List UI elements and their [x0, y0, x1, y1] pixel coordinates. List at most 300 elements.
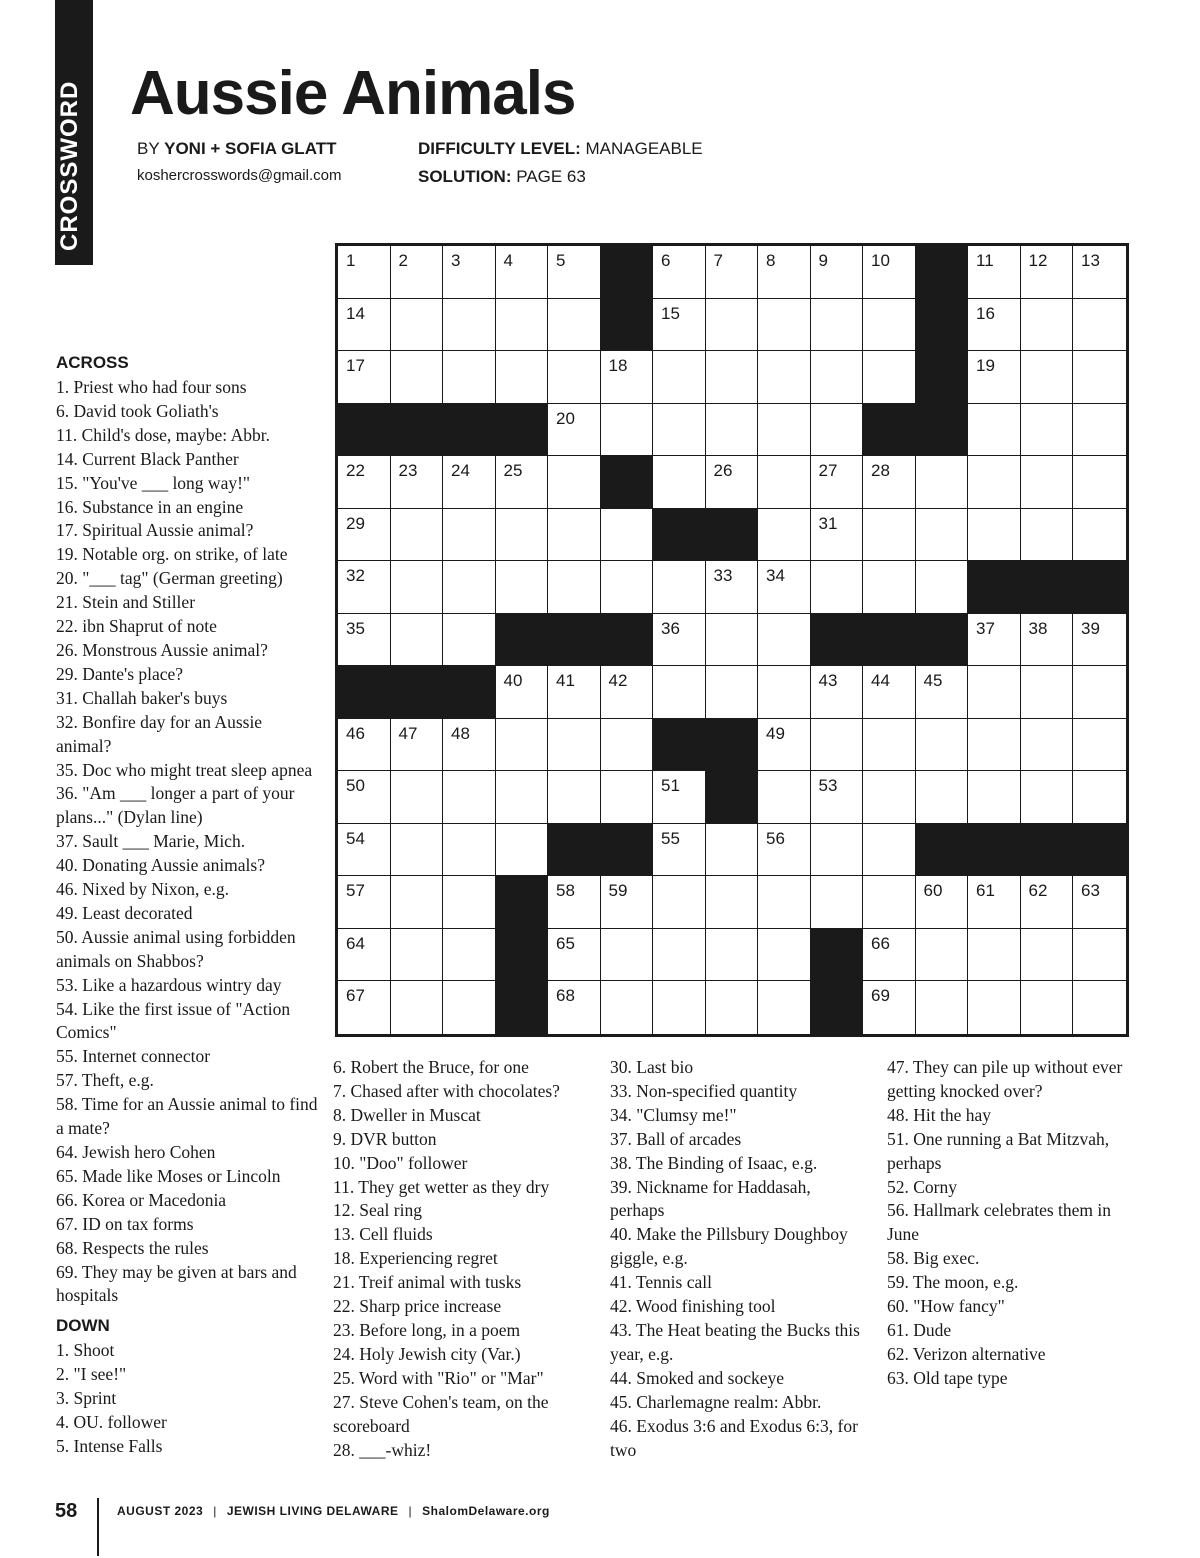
grid-cell[interactable] — [916, 771, 969, 824]
clue-number: 53 — [818, 776, 838, 795]
clue-number: 42 — [608, 671, 628, 690]
grid-cell[interactable] — [968, 246, 1021, 299]
grid-cell[interactable] — [338, 614, 391, 667]
clue-number: 10 — [871, 251, 890, 270]
down-clue: 13. Cell fluids — [333, 1224, 433, 1245]
clue-number: 11 — [976, 251, 994, 270]
grid-cell[interactable] — [496, 824, 549, 877]
grid-cell[interactable] — [758, 404, 811, 457]
grid-cell[interactable] — [863, 771, 916, 824]
grid-cell[interactable] — [1021, 404, 1074, 457]
grid-cell[interactable] — [1073, 876, 1126, 929]
grid-cell[interactable] — [758, 246, 811, 299]
grid-cell[interactable] — [653, 351, 706, 404]
grid-cell[interactable] — [496, 509, 549, 562]
grid-cell[interactable] — [601, 981, 654, 1034]
grid-cell[interactable] — [968, 299, 1021, 352]
clue-number: 68 — [556, 986, 575, 1005]
down-clue: 59. The moon, e.g. — [887, 1272, 1019, 1293]
clue-number: 51 — [661, 776, 680, 795]
grid-cell[interactable] — [1021, 876, 1074, 929]
grid-cell[interactable] — [811, 456, 864, 509]
black-square — [863, 404, 916, 457]
grid-cell[interactable] — [496, 246, 549, 299]
down-clue: 52. Corny — [887, 1176, 957, 1197]
grid-cell[interactable] — [968, 456, 1021, 509]
grid-cell[interactable] — [811, 246, 864, 299]
grid-cell[interactable] — [548, 456, 601, 509]
black-square — [338, 404, 391, 457]
down-clue: 24. Holy Jewish city (Var.) — [333, 1343, 521, 1364]
black-square — [496, 404, 549, 457]
black-square — [706, 719, 759, 772]
grid-cell[interactable] — [863, 666, 916, 719]
grid-cell[interactable] — [1073, 771, 1126, 824]
clue-number: 25 — [503, 461, 523, 480]
clue-number: 69 — [871, 986, 890, 1005]
black-square — [916, 404, 969, 457]
down-clue: 37. Ball of arcades — [610, 1128, 742, 1149]
grid-cell[interactable] — [811, 824, 864, 877]
clue-number: 32 — [346, 566, 365, 585]
grid-cell[interactable] — [1021, 719, 1074, 772]
grid-cell[interactable] — [706, 876, 759, 929]
clue-number: 58 — [556, 881, 575, 900]
grid-cell[interactable] — [968, 719, 1021, 772]
down-clue: 23. Before long, in a poem — [333, 1319, 521, 1340]
grid-cell[interactable] — [1073, 929, 1126, 982]
footer-divider — [97, 1498, 99, 1556]
grid-cell[interactable] — [601, 561, 654, 614]
across-clue: 65. Made like Moses or Lincoln — [56, 1165, 281, 1186]
grid-cell[interactable] — [758, 876, 811, 929]
black-square — [916, 824, 969, 877]
down-clue: 45. Charlemagne realm: Abbr. — [610, 1391, 822, 1412]
grid-cell[interactable] — [338, 719, 391, 772]
grid-cell[interactable] — [548, 561, 601, 614]
grid-cell[interactable] — [758, 771, 811, 824]
grid-cell[interactable] — [443, 614, 496, 667]
grid-cell[interactable] — [653, 771, 706, 824]
grid-cell[interactable] — [863, 456, 916, 509]
clue-number: 43 — [818, 671, 838, 690]
down-clue: 48. Hit the hay — [887, 1104, 992, 1125]
down-clue: 46. Exodus 3:6 and Exodus 6:3, for two — [610, 1415, 858, 1460]
grid-cell[interactable] — [706, 299, 759, 352]
grid-cell[interactable] — [811, 876, 864, 929]
grid-cell[interactable] — [391, 509, 444, 562]
grid-cell[interactable] — [706, 404, 759, 457]
down-list-col3 — [610, 1056, 868, 1462]
down-clue: 39. Nickname for Haddasah, perhaps — [610, 1176, 811, 1221]
down-clue: 5. Intense Falls — [56, 1435, 163, 1456]
grid-cell[interactable] — [706, 614, 759, 667]
clue-number: 35 — [346, 618, 365, 638]
down-clue: 28. ___-whiz! — [333, 1439, 432, 1460]
clue-number: 29 — [346, 513, 365, 533]
grid-cell[interactable] — [653, 246, 706, 299]
grid-cell[interactable] — [968, 351, 1021, 404]
grid-cell[interactable] — [338, 509, 391, 562]
clue-number: 19 — [976, 356, 995, 375]
clue-number: 26 — [713, 461, 733, 480]
byline-authors: YONI + SOFIA GLATT — [164, 139, 337, 158]
grid-cell[interactable] — [548, 929, 601, 982]
grid-cell[interactable] — [601, 719, 654, 772]
grid-cell[interactable] — [758, 614, 811, 667]
grid-cell[interactable] — [758, 351, 811, 404]
grid-cell[interactable] — [653, 614, 706, 667]
grid-cell[interactable] — [653, 561, 706, 614]
grid-cell[interactable] — [706, 824, 759, 877]
grid-cell[interactable] — [758, 561, 811, 614]
black-square — [338, 666, 391, 719]
grid-cell[interactable] — [653, 456, 706, 509]
grid-cell[interactable] — [601, 771, 654, 824]
grid-cell[interactable] — [916, 719, 969, 772]
black-square — [968, 824, 1021, 877]
grid-cell[interactable] — [601, 509, 654, 562]
grid-cell[interactable] — [758, 929, 811, 982]
grid-cell[interactable] — [863, 876, 916, 929]
grid-cell[interactable] — [496, 771, 549, 824]
grid-cell[interactable] — [758, 719, 811, 772]
grid-cell[interactable] — [1021, 981, 1074, 1034]
black-square — [706, 509, 759, 562]
grid-cell[interactable] — [968, 929, 1021, 982]
grid-cell[interactable] — [811, 666, 864, 719]
grid-cell[interactable] — [916, 561, 969, 614]
grid-cell[interactable] — [548, 666, 601, 719]
grid-cell[interactable] — [758, 299, 811, 352]
grid-cell[interactable] — [548, 509, 601, 562]
grid-cell[interactable] — [758, 666, 811, 719]
grid-cell[interactable] — [338, 824, 391, 877]
clue-number: 33 — [713, 566, 733, 585]
black-square — [443, 404, 496, 457]
down-list-col1 — [56, 1339, 318, 1459]
black-square — [811, 929, 864, 982]
grid-cell[interactable] — [496, 351, 549, 404]
page-title: Aussie Animals — [130, 59, 576, 128]
clue-number: 57 — [346, 881, 365, 900]
grid-cell[interactable] — [863, 561, 916, 614]
down-list-col4 — [887, 1056, 1145, 1391]
grid-cell[interactable] — [1021, 246, 1074, 299]
grid-cell[interactable] — [548, 981, 601, 1034]
grid-cell[interactable] — [863, 981, 916, 1034]
grid-cell[interactable] — [1021, 929, 1074, 982]
down-clue: 2. "I see!" — [56, 1363, 127, 1384]
down-clue: 60. "How fancy" — [887, 1296, 1005, 1317]
black-square — [496, 929, 549, 982]
across-clue: 11. Child's dose, maybe: Abbr. — [56, 424, 270, 445]
grid-cell[interactable] — [811, 771, 864, 824]
clue-number: 40 — [503, 671, 523, 690]
across-clue: 40. Donating Aussie animals? — [56, 855, 266, 876]
clue-number: 13 — [1081, 251, 1100, 270]
across-clue: 17. Spiritual Aussie animal? — [56, 520, 254, 541]
down-clue: 43. The Heat beating the Bucks this year, e.g. — [610, 1319, 860, 1364]
grid-cell[interactable] — [863, 299, 916, 352]
grid-cell[interactable] — [706, 929, 759, 982]
black-square — [1073, 561, 1126, 614]
clue-number: 31 — [818, 513, 838, 533]
grid-cell[interactable] — [811, 351, 864, 404]
black-square — [653, 719, 706, 772]
grid-cell[interactable] — [1073, 299, 1126, 352]
grid-cell[interactable] — [653, 929, 706, 982]
grid-cell[interactable] — [548, 771, 601, 824]
black-square — [863, 614, 916, 667]
grid-cell[interactable] — [916, 876, 969, 929]
grid-cell[interactable] — [706, 351, 759, 404]
grid-cell[interactable] — [1073, 404, 1126, 457]
grid-cell[interactable] — [443, 351, 496, 404]
grid-cell[interactable] — [916, 666, 969, 719]
page-number: 58 — [55, 1500, 78, 1522]
grid-cell[interactable] — [548, 876, 601, 929]
footer-website: ShalomDelaware.org — [422, 1504, 550, 1518]
grid-cell[interactable] — [1073, 246, 1126, 299]
grid-cell[interactable] — [443, 929, 496, 982]
grid-cell[interactable] — [916, 981, 969, 1034]
clue-number: 22 — [346, 461, 365, 480]
grid-cell[interactable] — [391, 719, 444, 772]
across-clue: 53. Like a hazardous wintry day — [56, 974, 282, 995]
black-square — [391, 666, 444, 719]
grid-cell[interactable] — [1021, 666, 1074, 719]
grid-cell[interactable] — [758, 981, 811, 1034]
grid-cell[interactable] — [443, 456, 496, 509]
black-square — [548, 614, 601, 667]
across-clue: 1. Priest who had four sons — [56, 377, 247, 397]
grid-cell[interactable] — [863, 824, 916, 877]
grid-cell[interactable] — [443, 876, 496, 929]
grid-cell[interactable] — [968, 614, 1021, 667]
grid-cell[interactable] — [548, 351, 601, 404]
down-clue: 63. Old tape type — [887, 1367, 1008, 1388]
grid-cell[interactable] — [916, 456, 969, 509]
grid-cell[interactable] — [968, 666, 1021, 719]
grid-cell[interactable] — [968, 771, 1021, 824]
grid-cell[interactable] — [601, 351, 654, 404]
grid-cell[interactable] — [338, 771, 391, 824]
grid-cell[interactable] — [1073, 614, 1126, 667]
grid-cell[interactable] — [496, 456, 549, 509]
grid-cell[interactable] — [863, 719, 916, 772]
grid-cell[interactable] — [863, 351, 916, 404]
grid-cell[interactable] — [811, 561, 864, 614]
across-clue: 37. Sault ___ Marie, Mich. — [56, 831, 246, 852]
grid-cell[interactable] — [496, 666, 549, 719]
grid-cell[interactable] — [338, 299, 391, 352]
down-clue: 40. Make the Pillsbury Doughboy giggle, e.g. — [610, 1224, 848, 1269]
grid-cell[interactable] — [391, 351, 444, 404]
grid-cell[interactable] — [391, 299, 444, 352]
black-square — [496, 981, 549, 1034]
grid-cell[interactable] — [391, 929, 444, 982]
clue-number: 59 — [608, 881, 628, 900]
grid-cell[interactable] — [338, 561, 391, 614]
grid-cell[interactable] — [548, 719, 601, 772]
grid-cell[interactable] — [443, 299, 496, 352]
grid-cell[interactable] — [1073, 666, 1126, 719]
grid-cell[interactable] — [758, 456, 811, 509]
clue-number: 46 — [346, 723, 365, 743]
grid-cell[interactable] — [443, 771, 496, 824]
grid-cell[interactable] — [1021, 456, 1074, 509]
grid-cell[interactable] — [496, 299, 549, 352]
grid-cell[interactable] — [391, 614, 444, 667]
grid-cell[interactable] — [653, 981, 706, 1034]
grid-cell[interactable] — [1021, 351, 1074, 404]
grid-cell[interactable] — [706, 246, 759, 299]
grid-cell[interactable] — [758, 824, 811, 877]
across-clue: 66. Korea or Macedonia — [56, 1189, 227, 1210]
grid-cell[interactable] — [443, 509, 496, 562]
grid-cell[interactable] — [1073, 456, 1126, 509]
grid-cell[interactable] — [968, 981, 1021, 1034]
across-clue: 57. Theft, e.g. — [56, 1070, 154, 1091]
clue-number: 55 — [661, 828, 680, 848]
grid-cell[interactable] — [601, 929, 654, 982]
grid-cell[interactable] — [811, 299, 864, 352]
grid-cell[interactable] — [391, 456, 444, 509]
grid-cell[interactable] — [1073, 719, 1126, 772]
grid-cell[interactable] — [391, 824, 444, 877]
grid-cell[interactable] — [548, 246, 601, 299]
grid-cell[interactable] — [443, 981, 496, 1034]
across-clue: 35. Doc who might treat sleep apnea — [56, 759, 313, 780]
grid-cell[interactable] — [391, 771, 444, 824]
black-square — [916, 299, 969, 352]
grid-cell[interactable] — [338, 456, 391, 509]
difficulty-value: MANAGEABLE — [585, 139, 703, 158]
black-square — [811, 614, 864, 667]
grid-cell[interactable] — [391, 876, 444, 929]
grid-cell[interactable] — [653, 404, 706, 457]
grid-cell[interactable] — [706, 561, 759, 614]
author-email: koshercrosswords@gmail.com — [137, 167, 342, 184]
footer-separator: | — [213, 1504, 217, 1518]
grid-cell[interactable] — [653, 299, 706, 352]
across-clue: 58. Time for an Aussie animal to find a mate? — [56, 1094, 318, 1139]
clue-number: 54 — [346, 828, 365, 848]
grid-cell[interactable] — [496, 719, 549, 772]
grid-cell[interactable] — [496, 561, 549, 614]
black-square — [968, 561, 1021, 614]
grid-cell[interactable] — [338, 981, 391, 1034]
grid-cell[interactable] — [653, 824, 706, 877]
clue-number: 6 — [661, 251, 671, 270]
grid-cell[interactable] — [811, 719, 864, 772]
grid-cell[interactable] — [863, 509, 916, 562]
across-clues — [56, 352, 318, 1308]
grid-cell[interactable] — [338, 351, 391, 404]
byline — [137, 139, 336, 159]
grid-cell[interactable] — [391, 981, 444, 1034]
grid-cell[interactable] — [1021, 509, 1074, 562]
down-clues — [56, 1315, 318, 1459]
black-square — [811, 981, 864, 1034]
down-clue: 22. Sharp price increase — [333, 1296, 502, 1317]
across-clue: 67. ID on tax forms — [56, 1213, 194, 1234]
grid-cell[interactable] — [916, 929, 969, 982]
grid-cell[interactable] — [863, 929, 916, 982]
down-header: DOWN — [56, 1316, 110, 1335]
grid-cell[interactable] — [338, 246, 391, 299]
across-clue: 19. Notable org. on strike, of late — [56, 544, 288, 565]
down-clue: 3. Sprint — [56, 1387, 117, 1408]
grid-cell[interactable] — [443, 561, 496, 614]
grid-cell[interactable] — [968, 404, 1021, 457]
grid-cell[interactable] — [1073, 981, 1126, 1034]
across-clue: 6. David took Goliath's — [56, 400, 219, 421]
section-tab — [55, 0, 93, 265]
grid-cell[interactable] — [653, 666, 706, 719]
grid-cell[interactable] — [863, 246, 916, 299]
clue-number: 18 — [608, 356, 628, 375]
grid-cell[interactable] — [1073, 351, 1126, 404]
clue-number: 20 — [556, 408, 575, 428]
clue-number: 38 — [1028, 618, 1048, 638]
across-clue: 20. "___ tag" (German greeting) — [56, 568, 283, 589]
grid-cell[interactable] — [1073, 509, 1126, 562]
difficulty — [418, 139, 703, 159]
black-square — [601, 246, 654, 299]
grid-cell[interactable] — [758, 509, 811, 562]
grid-cell[interactable] — [443, 719, 496, 772]
grid-cell[interactable] — [706, 981, 759, 1034]
grid-cell[interactable] — [338, 929, 391, 982]
grid-cell[interactable] — [601, 876, 654, 929]
grid-cell[interactable] — [1021, 614, 1074, 667]
down-clue: 62. Verizon alternative — [887, 1343, 1046, 1364]
grid-cell[interactable] — [811, 509, 864, 562]
grid-cell[interactable] — [706, 456, 759, 509]
footer-publication: JEWISH LIVING DELAWARE — [226, 1504, 399, 1518]
across-clue: 21. Stein and Stiller — [56, 592, 196, 613]
grid-cell[interactable] — [653, 876, 706, 929]
down-clue: 9. DVR button — [333, 1128, 437, 1149]
across-clue: 26. Monstrous Aussie animal? — [56, 639, 268, 660]
grid-cell[interactable] — [338, 876, 391, 929]
grid-cell[interactable] — [443, 824, 496, 877]
down-clue: 27. Steve Cohen's team, on the scoreboard — [333, 1391, 549, 1436]
grid-cell[interactable] — [916, 509, 969, 562]
clue-number: 37 — [976, 618, 995, 638]
grid-cell[interactable] — [1021, 299, 1074, 352]
grid-cell[interactable] — [443, 246, 496, 299]
down-clue: 42. Wood finishing tool — [610, 1296, 776, 1317]
grid-cell[interactable] — [811, 404, 864, 457]
clue-number: 14 — [346, 303, 365, 323]
clue-number: 65 — [556, 933, 575, 953]
grid-cell[interactable] — [548, 404, 601, 457]
grid-cell[interactable] — [706, 666, 759, 719]
grid-cell[interactable] — [601, 404, 654, 457]
grid-cell[interactable] — [601, 666, 654, 719]
grid-cell[interactable] — [391, 561, 444, 614]
grid-cell[interactable] — [391, 246, 444, 299]
grid-cell[interactable] — [968, 876, 1021, 929]
grid-cell[interactable] — [1021, 771, 1074, 824]
black-square — [916, 351, 969, 404]
clue-number: 9 — [818, 251, 828, 270]
grid-cell[interactable] — [968, 509, 1021, 562]
grid-cell[interactable] — [548, 299, 601, 352]
